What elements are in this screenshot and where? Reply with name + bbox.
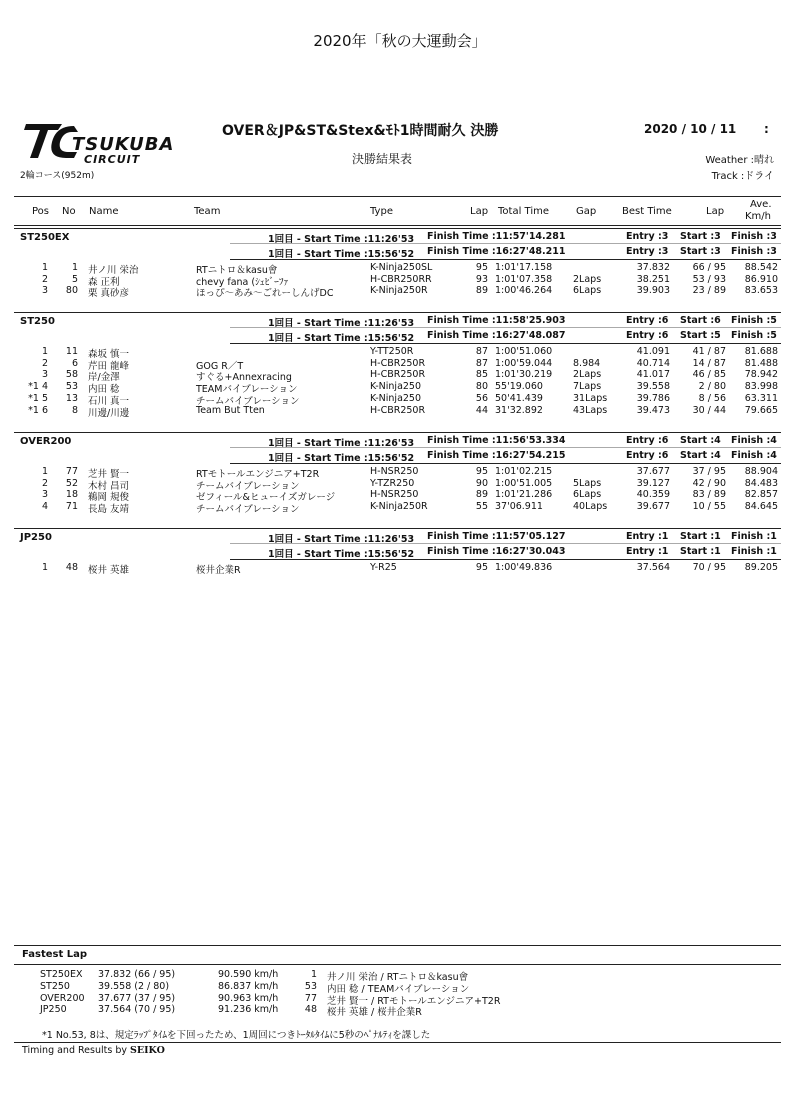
cell-pos: 1 [41,466,48,477]
event-title: OVER＆JP&ST&Stex&ﾓﾄ1時間耐久 決勝 [222,123,499,139]
cell-type: K-Ninja250 [370,392,422,404]
cell-name: 内田 稔 [88,384,120,396]
cell-best: 39.127 [636,477,670,489]
cell-no: 71 [65,501,78,513]
cell-best: 39.473 [636,404,670,416]
cell-type: Y-R25 [370,562,397,573]
cell-total: 1:00'51.005 [495,477,553,489]
cell-team: チームバイブレーション [196,480,300,492]
start-count: Start :1 [680,546,721,557]
header-ave-unit: Km/h [745,211,772,222]
cell-name: 桜井 英雄 [88,565,130,576]
cell-ave: 79.665 [744,404,778,416]
cell-type: Y-TT250R [370,346,414,357]
entry-count: Entry :3 [626,231,669,242]
fastest-who: 芝井 賢一 / RTモトールエンジニア+T2R [327,995,501,1007]
cell-lap: 55 [475,501,488,513]
cell-ave: 63.311 [744,392,778,404]
cell-name: 芹田 龍峰 [88,360,130,372]
fastest-cls: ST250 [40,980,70,992]
header-type: Type [370,206,393,217]
cell-total: 37'06.911 [495,501,543,513]
finish-count: Finish :3 [731,231,777,242]
cell-pos: *1 4 [28,381,48,393]
cell-total: 1:00'46.264 [495,285,553,297]
session-start-time: 1回目 - Start Time :11:26'53 [268,438,415,449]
cell-lap: 87 [475,357,488,369]
cell-pos: 2 [41,477,48,489]
cell-total: 1:01'30.219 [495,369,553,381]
cell-bestlap: 23 / 89 [692,285,726,297]
cell-ave: 83.998 [744,381,778,393]
fastest-no: 1 [310,969,317,980]
cell-pos: *1 5 [28,392,48,404]
cell-lap: 89 [475,489,488,501]
start-count: Start :1 [680,531,721,542]
fastest-time: 39.558 (2 / 80) [98,980,170,992]
cell-bestlap: 46 / 85 [692,369,726,381]
cell-type: H-CBR250R [370,369,426,381]
entry-count: Entry :6 [626,315,669,326]
cell-no: 1 [71,262,78,273]
session-finish-time: Finish Time :11:58'25.903 [427,315,566,326]
fastest-no: 53 [304,980,317,992]
session-finish-time: Finish Time :16:27'48.087 [427,330,566,341]
cell-no: 11 [65,346,78,357]
session-start-time: 1回目 - Start Time :15:56'52 [268,453,415,464]
logo-brand: TSUKUBA [72,134,175,155]
cell-lap: 95 [475,466,488,477]
class-name: JP250 [20,532,52,543]
finish-count: Finish :5 [731,330,777,341]
cell-team: ほっぴ～あみ～ごれーしんげDC [196,288,334,300]
entry-count: Entry :1 [626,546,669,557]
cell-no: 18 [65,489,78,501]
cell-lap: 56 [475,392,488,404]
session-finish-time: Finish Time :11:57'05.127 [427,531,566,542]
start-count: Start :6 [680,315,721,326]
cell-best: 37.677 [636,466,670,477]
cell-total: 1:01'17.158 [495,262,553,273]
session-finish-time: Finish Time :16:27'30.043 [427,546,566,557]
session-start-time: 1回目 - Start Time :15:56'52 [268,333,415,344]
entry-count: Entry :3 [626,246,669,257]
entry-count: Entry :6 [626,450,669,461]
cell-best: 37.832 [636,262,670,273]
finish-count: Finish :1 [731,546,777,557]
header-team: Team [194,206,221,217]
start-count: Start :3 [680,231,721,242]
logo-sub: CIRCUIT [84,153,141,166]
header-total-time: Total Time [498,206,550,217]
class-name: OVER200 [20,436,72,447]
fastest-lap-rule [14,964,781,965]
cell-no: 53 [65,381,78,393]
cell-bestlap: 10 / 55 [692,501,726,513]
event-date: 2020 / 10 / 11 [644,122,737,136]
cell-gap: 43Laps [573,404,608,416]
cell-type: K-Ninja250SL [370,262,433,273]
fastest-cls: OVER200 [40,992,85,1004]
cell-team: ゼフィール&ヒューイズガレージ [196,492,336,504]
fastest-lap-section [14,945,781,966]
track-label: Track :ドライ [711,171,774,182]
cell-bestlap: 8 / 56 [698,392,726,404]
fastest-time: 37.564 (70 / 95) [98,1004,176,1016]
cell-total: 1:00'59.044 [495,357,553,369]
cell-name: 鵜岡 規俊 [88,492,130,504]
cell-no: 52 [65,477,78,489]
cell-best: 40.714 [636,357,670,369]
penalty-note: *1 No.53, 8は、規定ﾗｯﾌﾟﾀｲﾑを下回ったため、1周回につきﾄｰﾀﾙﾀｲﾑに5秒のﾍﾟﾅﾙﾃｨを課した [42,1030,431,1041]
cell-best: 39.786 [636,392,670,404]
cell-ave: 89.205 [744,562,778,573]
cell-team: すぐる+Annexracing [196,372,292,384]
cell-bestlap: 14 / 87 [692,357,726,369]
cell-bestlap: 30 / 44 [692,404,726,416]
cell-name: 森坂 慎一 [88,349,130,360]
finish-count: Finish :4 [731,435,777,446]
cell-lap: 95 [475,562,488,573]
cell-pos: 3 [41,285,48,297]
cell-no: 13 [65,392,78,404]
cell-name: 芝井 賢一 [88,469,130,480]
session-finish-time: Finish Time :16:27'48.211 [427,246,566,257]
fastest-who: 桜井 英雄 / 桜井企業R [327,1007,422,1019]
cell-ave: 78.942 [744,369,778,381]
cell-bestlap: 53 / 93 [692,273,726,285]
cell-type: H-CBR250R [370,404,426,416]
cell-total: 31'32.892 [495,404,543,416]
header-no: No [62,206,76,217]
cell-bestlap: 42 / 90 [692,477,726,489]
cell-name: 栗 真砂彦 [88,288,130,300]
seiko-logo: SEIKO [130,1045,165,1056]
header-pos: Pos [32,206,50,217]
session-start-time: 1回目 - Start Time :15:56'52 [268,549,415,560]
cell-team: chevy fana (ｼｪﾋﾞｰﾌｧ [196,276,289,288]
cell-name: 岸/金澤 [88,372,120,384]
class-name: ST250 [20,316,55,327]
finish-count: Finish :4 [731,450,777,461]
cell-type: H-NSR250 [370,466,419,477]
finish-count: Finish :3 [731,246,777,257]
cell-best: 39.903 [636,285,670,297]
header-best-time: Best Time [622,206,672,217]
header-lap: Lap [470,206,489,217]
cell-lap: 93 [475,273,488,285]
cell-gap: 7Laps [573,381,602,393]
timing-prefix: Timing and Results by [22,1045,127,1056]
finish-count: Finish :5 [731,315,777,326]
cell-best: 39.558 [636,381,670,393]
cell-gap: 40Laps [573,501,608,513]
fastest-speed: 90.590 km/h [218,969,279,980]
cell-name: 木村 昌司 [88,480,130,492]
finish-count: Finish :1 [731,531,777,542]
cell-gap: 6Laps [573,285,602,297]
cell-type: K-Ninja250 [370,381,422,393]
cell-gap: 8.984 [573,357,601,369]
header-ave: Ave. [750,199,772,210]
session-finish-time: Finish Time :11:57'14.281 [427,231,566,242]
cell-lap: 95 [475,262,488,273]
cell-gap: 5Laps [573,477,602,489]
session-start-time: 1回目 - Start Time :15:56'52 [268,249,415,260]
cell-pos: *1 6 [28,404,48,416]
cell-best: 40.359 [636,489,670,501]
cell-pos: 1 [41,262,48,273]
fastest-time: 37.832 (66 / 95) [98,969,176,980]
cell-team: チームバイブレーション [196,504,300,516]
cell-bestlap: 41 / 87 [692,346,726,357]
cell-team: GOG R／T [196,360,244,372]
cell-name: 長島 友靖 [88,504,130,516]
cell-bestlap: 2 / 80 [698,381,726,393]
cell-no: 6 [71,357,78,369]
session-start-time: 1回目 - Start Time :11:26'53 [268,534,415,545]
header-best-lap: Lap [706,206,725,217]
cell-type: Y-TZR250 [370,477,415,489]
cell-name: 森 正利 [88,276,120,288]
cell-ave: 88.904 [744,466,778,477]
cell-bestlap: 66 / 95 [692,262,726,273]
entry-count: Entry :6 [626,330,669,341]
start-count: Start :4 [680,435,721,446]
cell-name: 井ノ川 栄治 [88,265,139,276]
cell-total: 50'41.439 [495,392,543,404]
fastest-speed: 90.963 km/h [218,992,279,1004]
fastest-speed: 86.837 km/h [218,980,279,992]
fastest-no: 48 [304,1004,317,1016]
header-gap: Gap [576,206,597,217]
cell-team: RTモトールエンジニア+T2R [196,469,320,480]
cell-total: 1:01'21.286 [495,489,553,501]
fastest-who: 内田 稔 / TEAMバイブレーション [327,983,470,995]
cell-ave: 81.688 [744,346,778,357]
cell-ave: 81.488 [744,357,778,369]
cell-gap: 6Laps [573,489,602,501]
cell-bestlap: 83 / 89 [692,489,726,501]
cell-team: 桜井企業R [196,565,241,576]
results-subtitle: 決勝結果表 [352,152,413,166]
cell-no: 77 [65,466,78,477]
fastest-cls: ST250EX [40,969,83,980]
fastest-cls: JP250 [40,1004,67,1016]
course-label: 2輪コース(952m) [20,171,95,181]
weather-label: Weather :晴れ [705,155,774,166]
cell-lap: 87 [475,346,488,357]
cell-no: 8 [71,404,78,416]
cell-pos: 1 [41,562,48,573]
session-start-time: 1回目 - Start Time :11:26'53 [268,234,415,245]
start-count: Start :4 [680,450,721,461]
entry-count: Entry :1 [626,531,669,542]
session-finish-time: Finish Time :16:27'54.215 [427,450,566,461]
cell-best: 37.564 [636,562,670,573]
cell-team: Team But Tten [196,404,265,416]
cell-pos: 3 [41,369,48,381]
timing-credit [22,1045,165,1056]
cell-pos: 3 [41,489,48,501]
cell-no: 58 [65,369,78,381]
cell-ave: 84.483 [744,477,778,489]
fastest-who: 井ノ川 栄治 / RTニトロ＆kasu會 [327,972,469,983]
cell-gap: 2Laps [573,369,602,381]
cell-pos: 2 [41,357,48,369]
class-name: ST250EX [20,232,70,243]
cell-type: K-Ninja250R [370,501,428,513]
cell-best: 41.091 [636,346,670,357]
cell-ave: 82.857 [744,489,778,501]
cell-lap: 89 [475,285,488,297]
cell-total: 1:00'49.836 [495,562,553,573]
cell-gap: 31Laps [573,392,608,404]
event-colon: : [764,122,769,136]
cell-lap: 44 [475,404,488,416]
cell-ave: 84.645 [744,501,778,513]
cell-name: 石川 真一 [88,395,130,407]
cell-total: 1:01'02.215 [495,466,553,477]
start-count: Start :5 [680,330,721,341]
cell-pos: 4 [41,501,48,513]
cell-type: H-CBR250RR [370,273,432,285]
cell-team: チームバイブレーション [196,395,300,407]
cell-total: 1:00'51.060 [495,346,553,357]
cell-ave: 88.542 [744,262,778,273]
cell-bestlap: 70 / 95 [692,562,726,573]
cell-no: 48 [65,562,78,573]
start-count: Start :3 [680,246,721,257]
session-start-time: 1回目 - Start Time :11:26'53 [268,318,415,329]
cell-bestlap: 37 / 95 [692,466,726,477]
cell-type: K-Ninja250R [370,285,428,297]
bottom-rule [14,1042,781,1043]
page-title: 2020年「秋の大運動会」 [313,32,487,50]
header-name: Name [89,206,119,217]
cell-pos: 2 [41,273,48,285]
cell-best: 38.251 [636,273,670,285]
table-header [14,196,781,226]
cell-lap: 80 [475,381,488,393]
cell-best: 41.017 [636,369,670,381]
entry-count: Entry :6 [626,435,669,446]
session-finish-time: Finish Time :11:56'53.334 [427,435,566,446]
cell-team: TEAMバイブレーション [196,384,298,396]
fastest-speed: 91.236 km/h [218,1004,279,1016]
fastest-no: 77 [304,992,317,1004]
cell-type: H-NSR250 [370,489,419,501]
cell-lap: 90 [475,477,488,489]
cell-team: RTニトロ＆kasu會 [196,265,278,276]
cell-gap: 2Laps [573,273,602,285]
cell-best: 39.677 [636,501,670,513]
cell-no: 5 [71,273,78,285]
cell-ave: 86.910 [744,273,778,285]
cell-pos: 1 [41,346,48,357]
cell-lap: 85 [475,369,488,381]
cell-ave: 83.653 [744,285,778,297]
cell-total: 55'19.060 [495,381,543,393]
cell-total: 1:01'07.358 [495,273,553,285]
fastest-lap-title: Fastest Lap [22,949,87,960]
fastest-time: 37.677 (37 / 95) [98,992,176,1004]
cell-type: H-CBR250R [370,357,426,369]
cell-no: 80 [65,285,78,297]
cell-name: 川邊/川邊 [88,407,130,419]
